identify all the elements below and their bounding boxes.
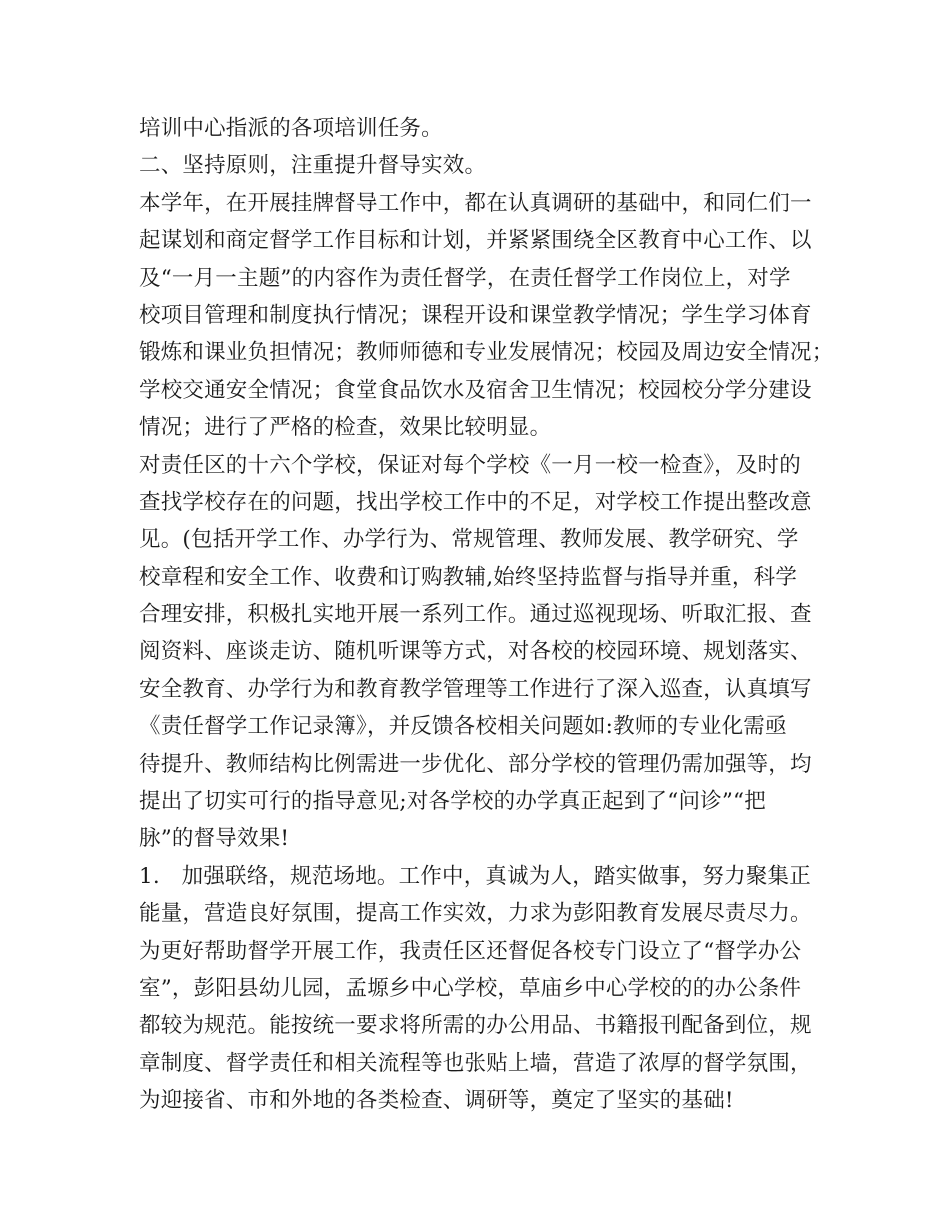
numbered-item-line: 1. 加强联络，规范场地。工作中，真诚为人，踏实做事，努力聚集正 (139, 863, 811, 889)
text-line: 为迎接省、市和外地的各类检查、调研等，奠定了坚实的基础! (139, 1088, 734, 1114)
text-line: 学校交通安全情况；食堂食品饮水及宿舍卫生情况；校园校分学分建设 (139, 377, 812, 403)
text-line: 本学年，在开展挂牌督导工作中，都在认真调研的基础中，和同仁们一 (139, 190, 812, 216)
text-line: 能量，营造良好氛围，提高工作实效，力求为彭阳教育发展尽责尽力。 (139, 901, 812, 927)
text-line: 提出了切实可行的指导意见;对各学校的办学真正起到了“问诊”“把 (139, 789, 766, 815)
text-line: 室”，彭阳县幼儿园，孟塬乡中心学校，草庙乡中心学校的的办公条件 (139, 975, 802, 1001)
text-line: 校章程和安全工作、收费和订购教辅,始终坚持监督与指导并重，科学 (139, 564, 798, 590)
text-line: 都较为规范。能按统一要求将所需的办公用品、书籍报刊配备到位，规 (139, 1013, 812, 1039)
text-line: 培训中心指派的各项培训任务。 (139, 116, 443, 141)
text-line: 校项目管理和制度执行情况；课程开设和课堂教学情况；学生学习体育 (139, 302, 812, 328)
section-heading: 二、坚持原则，注重提升督导实效。 (139, 153, 487, 179)
text-line: 阅资料、座谈走访、随机听课等方式，对各校的校园环境、规划落实、 (139, 639, 812, 665)
text-line: 查找学校存在的问题，找出学校工作中的不足，对学校工作提出整改意 (139, 489, 812, 515)
text-line: 起谋划和商定督学工作目标和计划，并紧紧围绕全区教育中心工作、以 (139, 228, 812, 254)
text-line: 情况；进行了严格的检查，效果比较明显。 (139, 415, 552, 441)
text-line: 安全教育、办学行为和教育教学管理等工作进行了深入巡查，认真填写 (139, 676, 812, 702)
text-line: 待提升、教师结构比例需进一步优化、部分学校的管理仍需加强等，均 (139, 751, 812, 777)
text-line: 《责任督学工作记录簿》，并反馈各校相关问题如:教师的专业化需亟 (139, 714, 787, 740)
text-line: 合理安排，积极扎实地开展一系列工作。通过巡视现场、听取汇报、查 (139, 602, 812, 628)
text-line: 及“一月一主题”的内容作为责任督学，在责任督学工作岗位上，对学 (139, 265, 791, 291)
text-line: 脉”的督导效果! (139, 826, 290, 852)
text-line: 锻炼和课业负担情况；教师师德和专业发展情况；校园及周边安全情况； (139, 340, 834, 366)
document-body (139, 110, 834, 1120)
text-line: 章制度、督学责任和相关流程等也张贴上墙，营造了浓厚的督学氛围， (139, 1050, 812, 1076)
text-line: 对责任区的十六个学校，保证对每个学校《一月一校一检查》，及时的 (139, 452, 801, 478)
text-line: 见。(包括开学工作、办学行为、常规管理、教师发展、教学研究、学 (139, 527, 799, 553)
text-line: 为更好帮助督学开展工作，我责任区还督促各校专门设立了“督学办公 (139, 938, 802, 964)
